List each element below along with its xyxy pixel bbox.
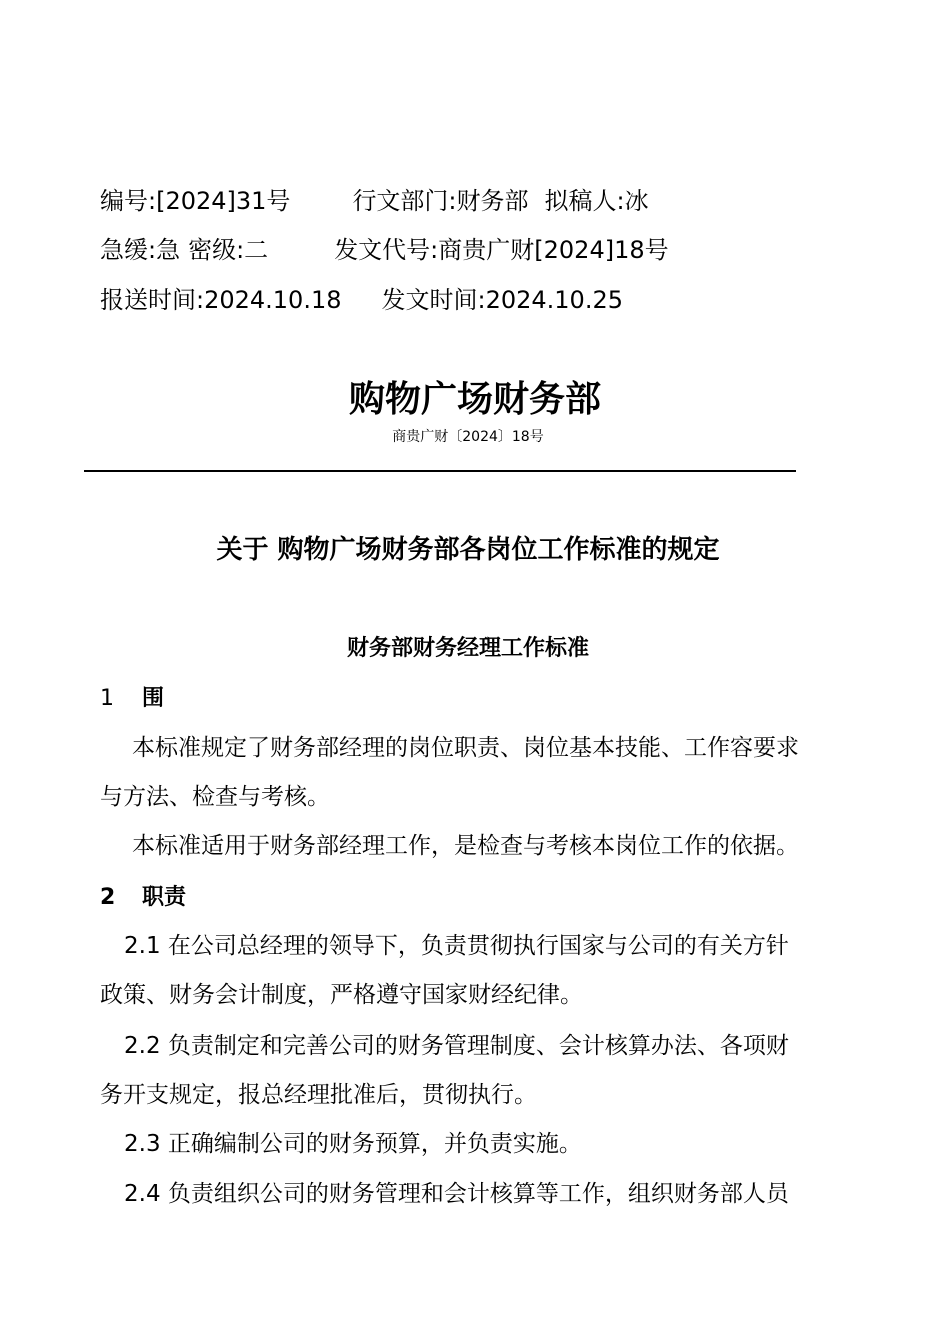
org-title: 购物广场财务部: [348, 379, 601, 420]
paragraph-line: 务开支规定，报总经理批准后，贯彻执行。: [100, 1082, 537, 1108]
section-heading-2: [100, 883, 186, 913]
send-code: 发文代号:商贵广财[2024]18号: [334, 236, 669, 264]
paragraph-line: 2.1 在公司总经理的领导下，负责贯彻执行国家与公司的有关方针: [124, 933, 789, 959]
section-title: 职责: [142, 885, 187, 910]
section-number: 2: [100, 885, 116, 910]
doc-code: 商贵广财〔2024〕18号: [392, 429, 544, 445]
paragraph-duty-2-1: [100, 922, 836, 1020]
main-title: 关于 购物广场财务部各岗位工作标准的规定: [216, 535, 720, 565]
paragraph-line: 本标准规定了财务部经理的岗位职责、岗位基本技能、工作容要求: [132, 735, 799, 761]
meta-line-1: [100, 186, 649, 216]
issuing-department: 行文部门:财务部: [352, 187, 529, 215]
paragraph-scope-1: [100, 724, 836, 822]
issue-time: 发文时间:2024.10.25: [381, 286, 623, 314]
paragraph-line: 与方法、检查与考核。: [100, 784, 330, 810]
header-divider: [84, 470, 796, 472]
section-title: 围: [142, 686, 165, 711]
paragraph-line: 2.4 负责组织公司的财务管理和会计核算等工作，组织财务部人员: [124, 1181, 789, 1207]
meta-line-2: [100, 235, 669, 265]
drafter: 拟稿人:冰: [544, 187, 649, 215]
paragraph-duty-2-3: [100, 1120, 836, 1169]
doc-number: 编号:[2024]31号: [100, 187, 291, 215]
meta-line-3: [100, 285, 623, 315]
section-number: 1: [100, 686, 114, 711]
sub-title: 财务部财务经理工作标准: [346, 636, 589, 661]
report-time: 报送时间:2024.10.18: [100, 286, 342, 314]
paragraph-duty-2-2: [100, 1022, 836, 1120]
paragraph-duty-2-4: [100, 1170, 836, 1219]
paragraph-line: 政策、财务会计制度，严格遵守国家财经纪律。: [100, 982, 583, 1008]
urgency: 急缓:急: [100, 236, 181, 264]
paragraph-scope-2: [100, 822, 836, 871]
paragraph-line: 本标准适用于财务部经理工作，是检查与考核本岗位工作的依据。: [132, 833, 799, 859]
paragraph-line: 2.3 正确编制公司的财务预算，并负责实施。: [124, 1131, 582, 1157]
secret-level: 密级:二: [188, 236, 269, 264]
paragraph-line: 2.2 负责制定和完善公司的财务管理制度、会计核算办法、各项财: [124, 1033, 789, 1059]
section-heading-1: [100, 684, 164, 714]
